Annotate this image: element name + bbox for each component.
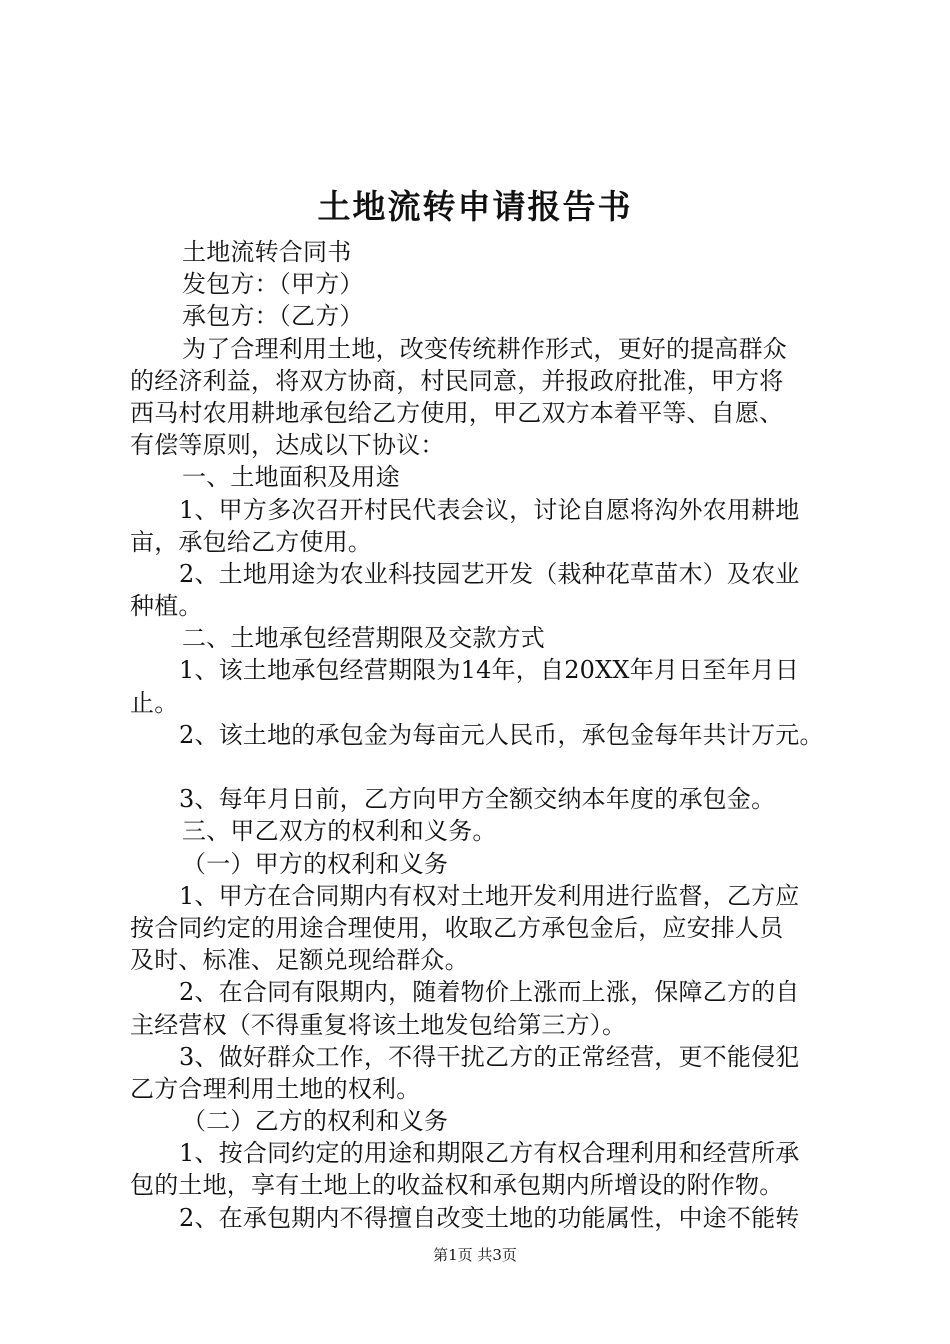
- paragraph-line: 2、该土地的承包金为每亩元人民币，承包金每年共计万元。: [179, 720, 824, 749]
- paragraph-line: 3、每年月日前，乙方向甲方全额交纳本年度的承包金。: [179, 785, 776, 814]
- subsection-heading: （二）乙方的权利和义务: [182, 1107, 449, 1136]
- paragraph-line: 种植。: [130, 592, 203, 621]
- paragraph-line: 为了合理利用土地，改变传统耕作形式，更好的提高群众: [182, 334, 787, 363]
- blank-line: [130, 751, 852, 783]
- paragraph-line: 土地流转合同书: [182, 238, 352, 266]
- paragraph-line: 止。: [130, 688, 179, 717]
- paragraph-line: 及时、标准、足额兑现给群众。: [130, 946, 469, 975]
- paragraph-line: 2、在承包期内不得擅自改变土地的功能属性，中途不能转: [179, 1203, 800, 1232]
- paragraph-line: 1、按合同约定的用途和期限乙方有权合理利用和经营所承: [179, 1139, 800, 1168]
- section-heading: 三、甲乙双方的权利和义务。: [182, 817, 497, 846]
- document-title: 土地流转申请报告书: [317, 187, 633, 226]
- paragraph-line: 1、甲方多次召开村民代表会议，讨论自愿将沟外农用耕地: [179, 495, 800, 524]
- paragraph-line: 的经济利益，将双方协商，村民同意，并报政府批准，甲方将: [130, 366, 784, 395]
- page-footer: 第1页 共3页: [433, 1246, 517, 1264]
- paragraph-line: 2、土地用途为农业科技园艺开发（栽种花草苗木）及农业: [179, 559, 800, 588]
- subsection-heading: （一）甲方的权利和义务: [182, 849, 449, 878]
- paragraph-line: 发包方：（甲方）: [182, 270, 364, 299]
- paragraph-line: 西马村农用耕地承包给乙方使用，甲乙双方本着平等、自愿、: [130, 398, 784, 427]
- section-heading: 二、土地承包经营期限及交款方式: [182, 624, 545, 653]
- paragraph-line: 3、做好群众工作，不得干扰乙方的正常经营，更不能侵犯: [179, 1042, 800, 1071]
- paragraph-line: 主经营权（不得重复将该土地发包给第三方）。: [130, 1010, 627, 1039]
- paragraph-line: 乙方合理利用土地的权利。: [130, 1074, 421, 1103]
- paragraph-line: 按合同约定的用途合理使用，收取乙方承包金后，应安排人员: [130, 913, 784, 942]
- paragraph-line: 2、在合同有限期内，随着物价上涨而上涨，保障乙方的自: [179, 978, 800, 1007]
- paragraph-line: 亩，承包给乙方使用。: [130, 527, 372, 556]
- section-heading: 一、土地面积及用途: [182, 463, 400, 492]
- paragraph-line: 有偿等原则，达成以下协议：: [130, 431, 445, 460]
- paragraph-line: 包的土地，享有土地上的收益权和承包期内所增设的附作物。: [130, 1171, 784, 1200]
- paragraph-line: 承包方：（乙方）: [182, 302, 364, 331]
- document-body: [130, 236, 852, 1234]
- paragraph-line: 1、该土地承包经营期限为14年，自20XX年月日至年月日: [179, 656, 800, 685]
- paragraph-line: 1、甲方在合同期内有权对土地开发利用进行监督，乙方应: [179, 881, 800, 910]
